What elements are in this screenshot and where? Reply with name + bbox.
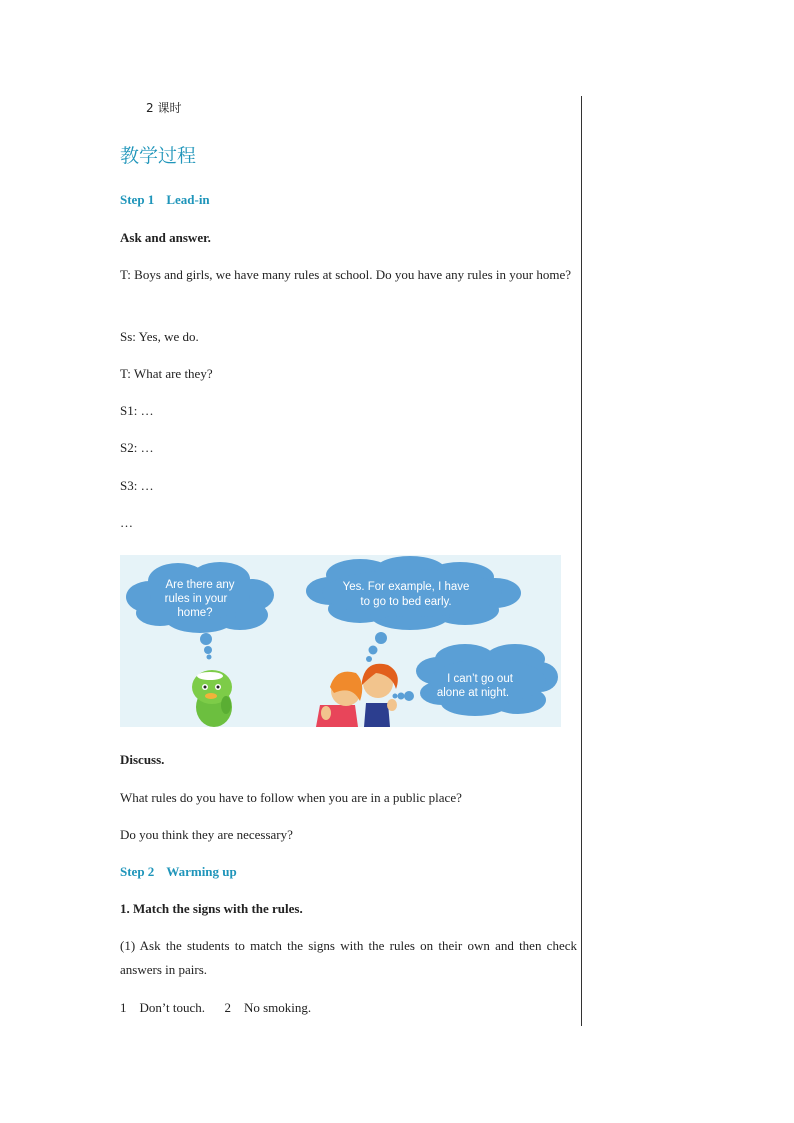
dialogue-line: T: Boys and girls, we have many rules at school. Do you have any rules in your home? [120, 267, 572, 282]
conversation-illustration [120, 555, 561, 727]
step2-number: Step 2 [120, 864, 155, 879]
lesson-period: 2 课时 [146, 101, 182, 115]
step2-heading [120, 860, 577, 884]
bubble-right-line: I can’t go out [447, 673, 513, 685]
bubble-left-line: home? [177, 607, 213, 619]
task1-item: 1 Don’t touch. [120, 1000, 205, 1015]
dialogue-line: … [120, 515, 133, 530]
bubble-left-line: rules in your [164, 593, 228, 605]
step1-heading [120, 188, 577, 212]
step1-title: Lead-in [166, 192, 210, 207]
task1-items [120, 996, 577, 1020]
bubble-left-line: Are there any [165, 579, 235, 591]
task1-heading: 1. Match the signs with the rules. [120, 901, 303, 916]
discuss-question: Do you think they are necessary? [120, 827, 293, 842]
discuss-label: Discuss. [120, 752, 165, 767]
bubble-right-line: alone at night. [436, 687, 510, 699]
margin-rule [581, 96, 582, 1026]
speech-cloud-top [306, 556, 521, 662]
dialogue-line: S3: … [120, 478, 154, 493]
dialogue-line: T: What are they? [120, 366, 213, 381]
task1-item: 2 No smoking. [224, 1000, 312, 1015]
bubble-top-line: to go to bed early. [360, 596, 452, 608]
bubble-top-line: Yes. For example, I have [342, 581, 470, 593]
dialogue-line: S1: … [120, 403, 154, 418]
dialogue-line: S2: … [120, 440, 154, 455]
discuss-question: What rules do you have to follow when you are in a public place? [120, 790, 462, 805]
dialogue-line: Ss: Yes, we do. [120, 329, 199, 344]
step2-title: Warming up [166, 864, 237, 879]
task1-instruction: (1) Ask the students to match the signs with the rules on their own and then check answers in pairs. [120, 938, 577, 977]
section-title: 教学过程 [120, 145, 197, 167]
children-characters [316, 664, 398, 727]
green-character [192, 670, 232, 727]
ask-answer-label: Ask and answer. [120, 230, 211, 245]
step1-number: Step 1 [120, 192, 155, 207]
